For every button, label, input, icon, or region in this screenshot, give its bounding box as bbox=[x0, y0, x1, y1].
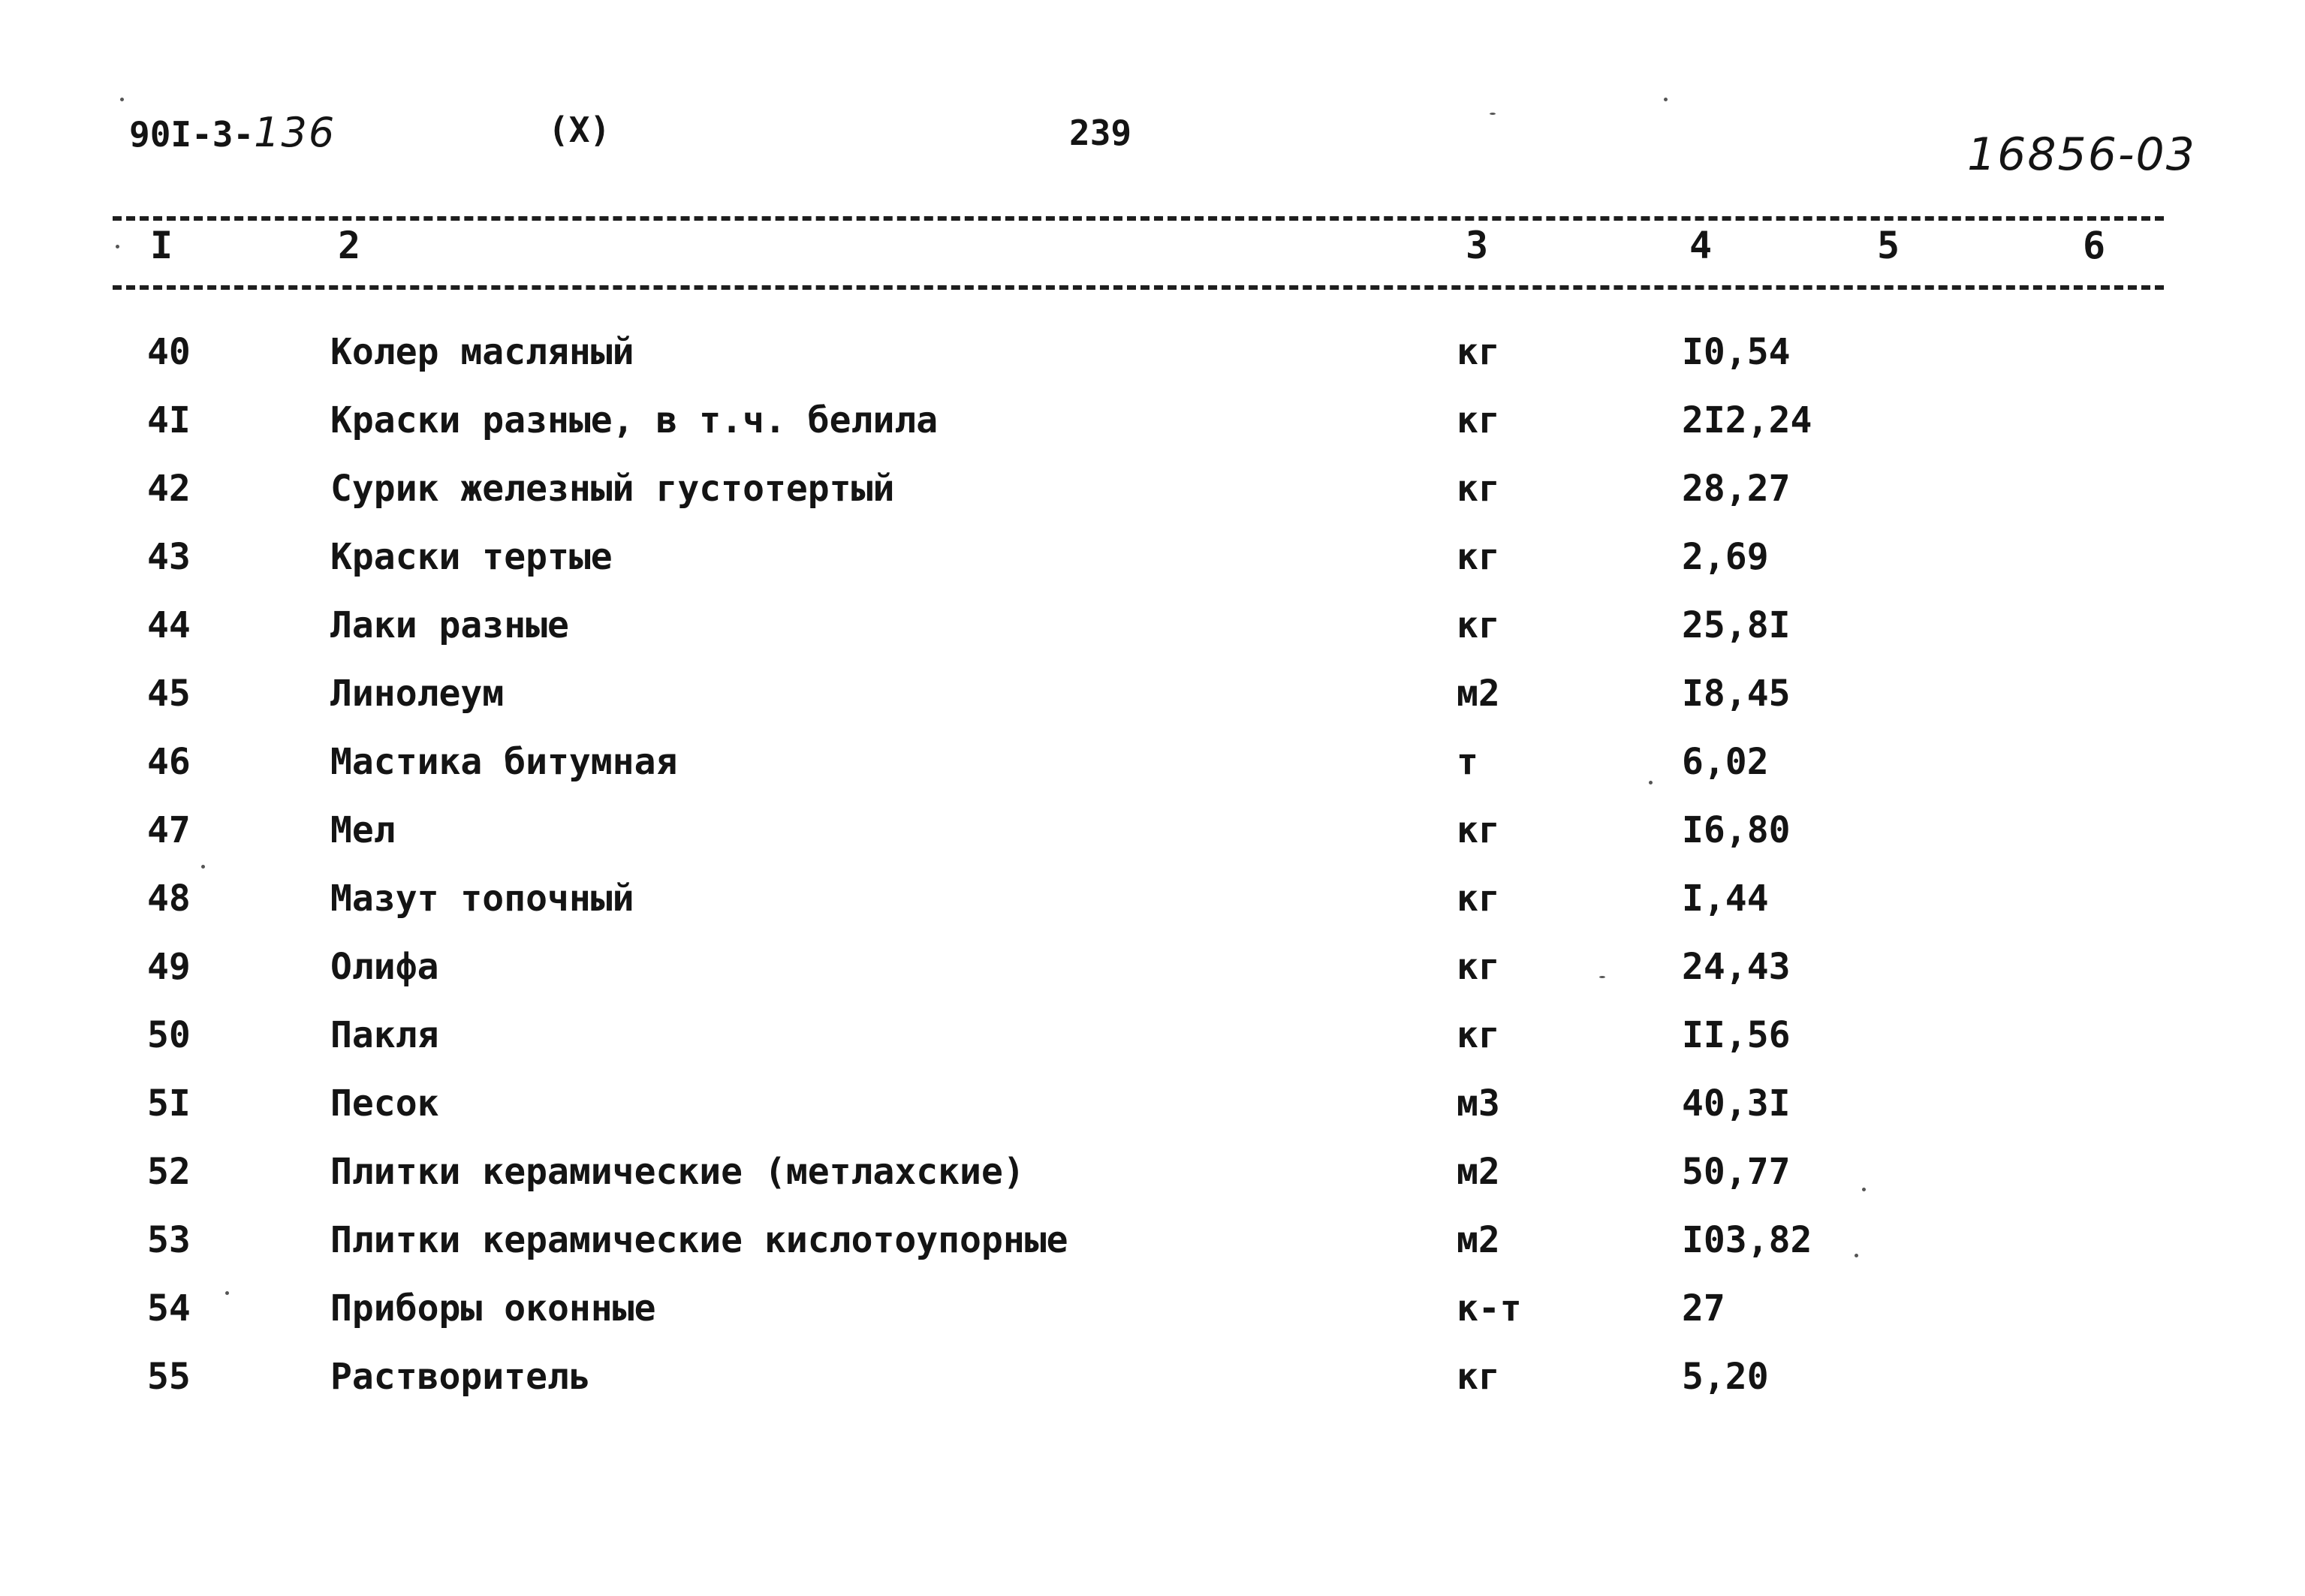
row-number: 52 bbox=[147, 1151, 191, 1193]
table-row bbox=[0, 1206, 2305, 1274]
row-number: 5I bbox=[147, 1083, 191, 1125]
row-number: 44 bbox=[147, 604, 191, 646]
quantity: I0,54 bbox=[1682, 331, 1791, 373]
document-code bbox=[129, 109, 336, 156]
quantity: 25,8I bbox=[1682, 604, 1791, 646]
quantity: 24,43 bbox=[1682, 946, 1791, 988]
unit: кг bbox=[1457, 399, 1500, 441]
material-name: Мазут топочный bbox=[330, 878, 634, 920]
material-name: Краски тертые bbox=[330, 536, 613, 578]
table-row bbox=[0, 387, 2305, 454]
scan-speck bbox=[1664, 98, 1668, 101]
scan-speck bbox=[1855, 1254, 1858, 1257]
quantity: 27 bbox=[1682, 1287, 1725, 1329]
quantity: I6,80 bbox=[1682, 809, 1791, 851]
quantity: 6,02 bbox=[1682, 741, 1769, 783]
column-header-4: 4 bbox=[1689, 224, 1713, 267]
row-number: 46 bbox=[147, 741, 191, 783]
material-name: Плитки керамические (метлахские) bbox=[330, 1151, 1025, 1193]
unit: т bbox=[1457, 741, 1478, 783]
column-header-3: 3 bbox=[1466, 224, 1489, 267]
unit: м2 bbox=[1457, 673, 1500, 715]
scan-speck bbox=[201, 865, 205, 869]
header-top-rule bbox=[113, 216, 2164, 221]
material-name: Плитки керамические кислотоупорные bbox=[330, 1219, 1068, 1261]
scan-speck bbox=[1490, 113, 1496, 115]
page-number: 239 bbox=[1069, 113, 1132, 153]
scan-speck bbox=[120, 98, 124, 101]
row-number: 48 bbox=[147, 878, 191, 920]
stamp-number: 16856-03 bbox=[1967, 128, 2196, 181]
unit: кг bbox=[1457, 946, 1500, 988]
row-number: 4I bbox=[147, 399, 191, 441]
row-number: 50 bbox=[147, 1014, 191, 1056]
quantity: I03,82 bbox=[1682, 1219, 1812, 1261]
row-number: 40 bbox=[147, 331, 191, 373]
scan-speck bbox=[116, 245, 119, 248]
table-row bbox=[0, 865, 2305, 932]
row-number: 49 bbox=[147, 946, 191, 988]
table-row bbox=[0, 1343, 2305, 1411]
quantity: 2,69 bbox=[1682, 536, 1769, 578]
row-number: 45 bbox=[147, 673, 191, 715]
unit: кг bbox=[1457, 331, 1500, 373]
table-row bbox=[0, 318, 2305, 386]
section-label: (X) bbox=[548, 110, 611, 150]
scan-speck bbox=[1862, 1188, 1866, 1191]
unit: к-т bbox=[1457, 1287, 1522, 1329]
material-name: Мастика битумная bbox=[330, 741, 678, 783]
material-name: Пакля bbox=[330, 1014, 439, 1056]
row-number: 42 bbox=[147, 468, 191, 510]
material-name: Колер масляный bbox=[330, 331, 634, 373]
table-row bbox=[0, 728, 2305, 796]
quantity: II,56 bbox=[1682, 1014, 1791, 1056]
unit: кг bbox=[1457, 468, 1500, 510]
unit: кг bbox=[1457, 809, 1500, 851]
row-number: 53 bbox=[147, 1219, 191, 1261]
row-number: 43 bbox=[147, 536, 191, 578]
column-header-5: 5 bbox=[1877, 224, 1900, 267]
material-name: Краски разные, в т.ч. белила bbox=[330, 399, 939, 441]
table-row bbox=[0, 523, 2305, 591]
table-row bbox=[0, 933, 2305, 1001]
row-number: 55 bbox=[147, 1356, 191, 1398]
table-row bbox=[0, 1138, 2305, 1206]
unit: кг bbox=[1457, 604, 1500, 646]
material-name: Растворитель bbox=[330, 1356, 591, 1398]
table-row bbox=[0, 660, 2305, 727]
table-row bbox=[0, 1070, 2305, 1137]
material-name: Лаки разные bbox=[330, 604, 569, 646]
table-row bbox=[0, 455, 2305, 522]
quantity: 40,3I bbox=[1682, 1083, 1791, 1125]
scan-speck bbox=[1649, 781, 1653, 784]
unit: м2 bbox=[1457, 1151, 1500, 1193]
row-number: 54 bbox=[147, 1287, 191, 1329]
table-row bbox=[0, 592, 2305, 659]
table-row bbox=[0, 1275, 2305, 1342]
unit: м2 bbox=[1457, 1219, 1500, 1261]
material-name: Приборы оконные bbox=[330, 1287, 656, 1329]
material-name: Песок bbox=[330, 1083, 439, 1125]
material-name: Линолеум bbox=[330, 673, 505, 715]
quantity: I,44 bbox=[1682, 878, 1769, 920]
quantity: I8,45 bbox=[1682, 673, 1791, 715]
unit: м3 bbox=[1457, 1083, 1500, 1125]
quantity: 28,27 bbox=[1682, 468, 1791, 510]
document-code-handwritten: 136 bbox=[254, 109, 336, 156]
header-bottom-rule bbox=[113, 285, 2164, 290]
row-number: 47 bbox=[147, 809, 191, 851]
unit: кг bbox=[1457, 878, 1500, 920]
column-header-6: 6 bbox=[2083, 224, 2106, 267]
column-header-2: 2 bbox=[338, 224, 361, 267]
document-code-printed: 90I-3- bbox=[129, 114, 255, 155]
quantity: 5,20 bbox=[1682, 1356, 1769, 1398]
unit: кг bbox=[1457, 1356, 1500, 1398]
material-name: Олифа bbox=[330, 946, 439, 988]
unit: кг bbox=[1457, 1014, 1500, 1056]
scan-speck bbox=[1599, 976, 1605, 978]
quantity: 50,77 bbox=[1682, 1151, 1791, 1193]
column-header-1: I bbox=[150, 224, 173, 267]
quantity: 2I2,24 bbox=[1682, 399, 1812, 441]
scan-speck bbox=[225, 1291, 229, 1295]
material-name: Мел bbox=[330, 809, 396, 851]
table-row bbox=[0, 1001, 2305, 1069]
unit: кг bbox=[1457, 536, 1500, 578]
material-name: Сурик железный густотертый bbox=[330, 468, 895, 510]
table-row bbox=[0, 796, 2305, 864]
